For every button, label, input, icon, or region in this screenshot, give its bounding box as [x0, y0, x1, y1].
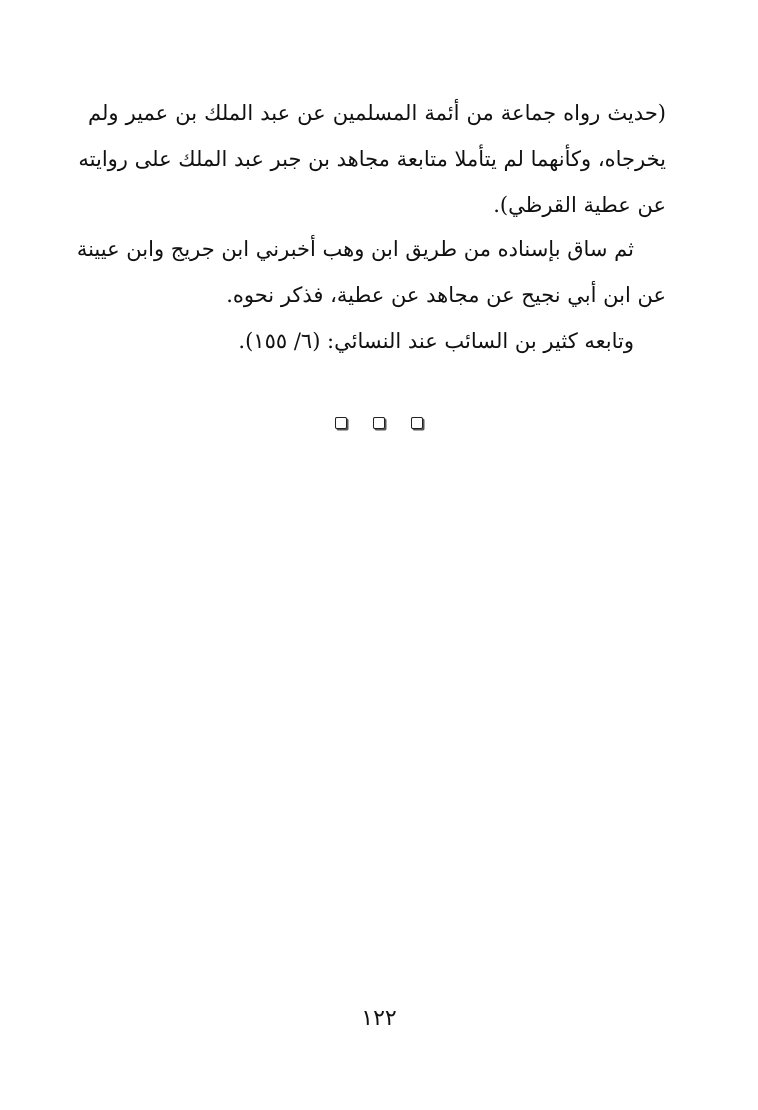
text-line: وتابعه كثير بن السائب عند النسائي: (٦/ ١٥٥).: [238, 329, 634, 353]
paragraph-corroboration: [88, 318, 666, 364]
text-line: عن ابن أبي نجيح عن مجاهد عن عطية، فذكر نحوه.: [226, 283, 666, 307]
separator-square-icon: [373, 417, 385, 429]
text-line: (حديث رواه جماعة من أئمة المسلمين عن عبد الملك بن عمير ولم: [88, 101, 666, 125]
text-line: عن عطية القرظي).: [493, 193, 666, 217]
separator-square-icon: [411, 417, 423, 429]
paragraph-isnad: [76, 226, 666, 318]
page-number: ١٢٢: [361, 1006, 397, 1031]
paragraph-hadith-narration: [78, 90, 666, 228]
separator-square-icon: [335, 417, 347, 429]
text-line: ثم ساق بإسناده من طريق ابن وهب أخبرني ابن جريج وابن عيينة: [76, 237, 634, 261]
section-separator: [0, 417, 758, 429]
text-line: يخرجاه، وكأنهما لم يتأملا متابعة مجاهد بن جبر عبد الملك على روايته: [78, 147, 666, 171]
